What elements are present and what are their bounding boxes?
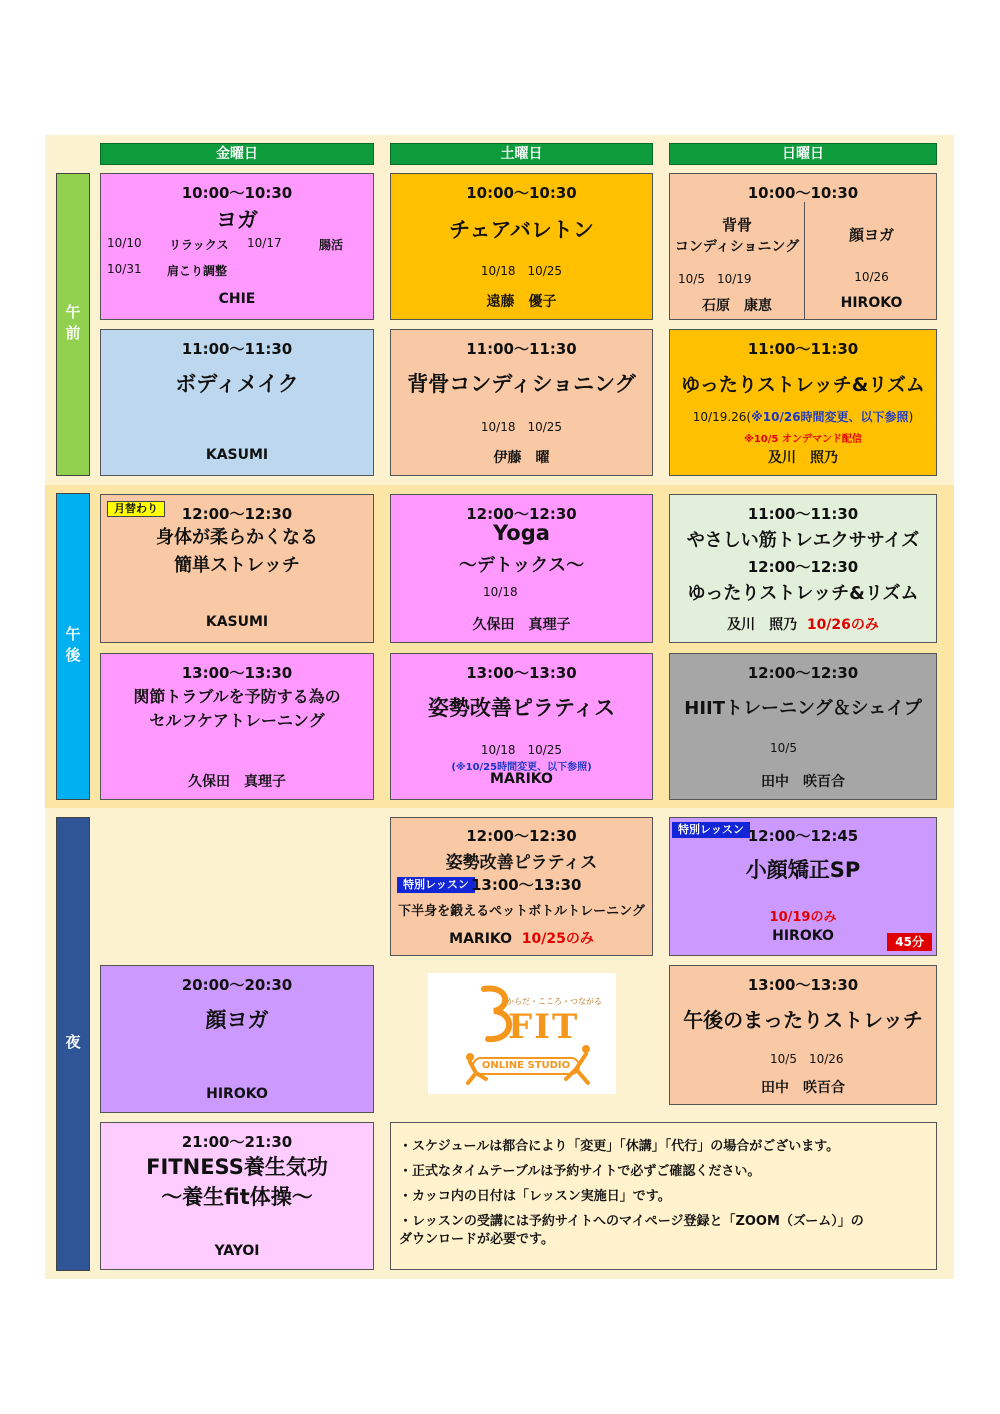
dates: [670, 408, 936, 425]
instructor: 及川 照乃: [768, 450, 838, 466]
instructor: KASUMI: [205, 614, 269, 630]
time-change-note: (※10/25時間変更、以下参照): [451, 762, 592, 773]
right-dates: 10/26: [854, 270, 889, 284]
note-line: ダウンロードが必要です。: [399, 1232, 554, 1247]
dates: 10/18 10/25: [480, 264, 563, 278]
lesson-sun-stretch-rhythm[interactable]: [669, 329, 937, 476]
lesson-time: 12:00～12:30: [181, 505, 293, 523]
dates-close: ): [908, 410, 914, 424]
right-lesson: [805, 174, 938, 321]
dates: 10/18 10/25: [480, 420, 563, 434]
lesson-sun-relax-stretch[interactable]: [669, 965, 937, 1105]
lesson-fri-selfcare[interactable]: [100, 653, 374, 800]
note-line: ・カッコ内の日付は「レッスン実施日」です。: [399, 1189, 671, 1204]
only-date: 10/25のみ: [521, 931, 594, 947]
lesson-title: 小顔矯正SP: [745, 858, 861, 882]
lesson-time: 12:00～12:30: [466, 827, 577, 845]
dates: 10/5: [770, 741, 797, 755]
lesson-title: ヨガ: [216, 208, 258, 232]
lesson-title: 関節トラブルを予防する為の: [133, 687, 341, 706]
date: 10/31: [107, 262, 142, 276]
lesson-time: 11:00～11:30: [747, 505, 859, 523]
lesson-sat-yoga-detox[interactable]: [390, 494, 653, 643]
lesson-sat-spine[interactable]: [390, 329, 653, 476]
instructor: MARIKO: [490, 771, 553, 787]
studio-logo: [428, 973, 616, 1094]
lesson-title: 下半身を鍛えるペットボトルトレーニング: [398, 904, 645, 919]
lesson-time: 10:00～10:30: [181, 184, 293, 202]
left-lesson: [670, 174, 804, 321]
lesson-title: ゆったりストレッチ&リズム: [687, 583, 919, 604]
instructor: 伊藤 曜: [493, 450, 550, 466]
lesson-time: 11:00～11:30: [181, 340, 293, 358]
lesson-time: 10:00～10:30: [747, 184, 859, 202]
note-line: ・正式なタイムテーブルは予約サイトで必ずご確認ください。: [399, 1164, 761, 1179]
lesson-title: 姿勢改善ピラティス: [427, 696, 616, 720]
special-lesson-badge: 特別レッスン: [397, 877, 475, 893]
instructor: YAYOI: [214, 1243, 260, 1259]
instructor: HIROKO: [772, 928, 834, 944]
lesson-title: ボディメイク: [175, 372, 299, 396]
lesson-title: 姿勢改善ピラティス: [445, 853, 598, 873]
instructor: CHIE: [218, 291, 256, 307]
lesson-fri-yoga[interactable]: [100, 173, 374, 320]
lesson-title: ゆったりストレッチ&リズム: [681, 374, 925, 396]
lesson-sun-face-sp[interactable]: [669, 817, 937, 956]
instructor: 久保田 真理子: [188, 774, 286, 790]
lesson-title: 背骨コンディショニング: [407, 372, 636, 396]
lesson-fri-body-make[interactable]: [100, 329, 374, 476]
dates: 10/18 10/25: [480, 743, 563, 757]
dates: 10/18: [483, 585, 518, 599]
lesson-title: チェアバレトン: [449, 218, 594, 242]
lesson-time: 12:00～12:30: [747, 664, 859, 682]
lesson-sat-pilates[interactable]: [390, 653, 653, 800]
header-saturday: 土曜日: [390, 143, 653, 165]
monthly-badge: 月替わり: [107, 501, 165, 517]
lesson-title: Yoga: [493, 521, 550, 545]
notes-box: [390, 1122, 937, 1270]
theme: 肩こり調整: [167, 264, 228, 278]
time-change-note: ※10/26時間変更、以下参照: [751, 410, 909, 424]
lesson-time: 12:00～12:45: [747, 827, 859, 845]
only-date: 10/26のみ: [806, 617, 879, 633]
duration-badge: 45分: [887, 933, 932, 951]
left-dates: 10/5 10/19: [678, 272, 752, 286]
theme: 腸活: [319, 238, 344, 252]
logo-brand: FIT: [508, 1007, 580, 1047]
left-title: コンディショニング: [674, 239, 800, 255]
lesson-time: 20:00～20:30: [181, 976, 293, 994]
instructor: KASUMI: [205, 447, 269, 463]
lesson-sat-night[interactable]: [390, 817, 653, 956]
instructor: 久保田 真理子: [472, 617, 571, 633]
lesson-sat-chair-barre[interactable]: [390, 173, 653, 320]
on-demand-note: ※10/5 オンデマンド配信: [744, 434, 862, 445]
lesson-sun-hiit[interactable]: [669, 653, 937, 800]
lesson-time: 13:00～13:30: [471, 876, 582, 894]
lesson-fri-qigong[interactable]: [100, 1122, 374, 1270]
lesson-title: セルフケアトレーニング: [149, 711, 325, 730]
instructor: HIROKO: [206, 1086, 268, 1102]
lesson-title: やさしい筋トレエクササイズ: [686, 530, 920, 551]
lesson-title: ～養生fit体操～: [161, 1185, 313, 1209]
lesson-time: 21:00～21:30: [181, 1133, 293, 1151]
lesson-time: 12:00～12:30: [747, 558, 859, 576]
instructor: MARIKO: [449, 931, 513, 947]
lesson-title: 身体が柔らかくなる: [156, 527, 318, 548]
date: 10/17: [247, 236, 282, 250]
theme: リラックス: [169, 238, 229, 252]
lesson-time: 11:00～11:30: [466, 340, 577, 358]
instructor: 田中 咲百合: [761, 774, 845, 790]
dates: 10/5 10/26: [770, 1052, 844, 1066]
lesson-time: 13:00～13:30: [747, 976, 859, 994]
left-instructor: 石原 康恵: [702, 298, 772, 314]
lesson-title: ～デトックス～: [458, 555, 585, 576]
lesson-title: 顔ヨガ: [205, 1008, 269, 1032]
only-date: 10/19のみ: [769, 910, 837, 925]
section-night: 夜: [56, 817, 90, 1271]
section-morning: 午前: [56, 173, 90, 476]
lesson-title: 午後のまったりストレッチ: [683, 1008, 923, 1032]
special-lesson-badge: 特別レッスン: [672, 822, 750, 838]
lesson-title: FITNESS養生気功: [146, 1155, 328, 1179]
lesson-sun-split[interactable]: [669, 173, 937, 320]
lesson-time: 10:00～10:30: [466, 184, 577, 202]
right-instructor: HIROKO: [840, 295, 903, 311]
left-title: 背骨: [721, 216, 752, 234]
logo-studio-label: ONLINE STUDIO: [472, 1057, 580, 1075]
lesson-fri-face-yoga[interactable]: [100, 965, 374, 1113]
section-afternoon: 午後: [56, 493, 90, 800]
note-line: ・スケジュールは都合により「変更」「休講」「代行」の場合がございます。: [399, 1139, 840, 1154]
header-sunday: 日曜日: [669, 143, 937, 165]
lesson-time: 12:00～12:30: [466, 505, 577, 523]
lesson-fri-easy-stretch[interactable]: [100, 494, 374, 643]
instructor-line: [391, 928, 652, 948]
note-line: ・レッスンの受講には予約サイトへのマイページ登録と「ZOOM（ズーム）」の: [399, 1214, 864, 1229]
lesson-time: 13:00～13:30: [181, 664, 293, 682]
lesson-time: 13:00～13:30: [466, 664, 577, 682]
header-friday: 金曜日: [100, 143, 374, 165]
instructor: 遠藤 優子: [486, 294, 557, 310]
date: 10/10: [107, 236, 142, 250]
dates-text: 10/19.26(: [692, 410, 752, 424]
instructor-line: [670, 614, 936, 634]
right-title: 顔ヨガ: [848, 226, 894, 244]
lesson-sun-double[interactable]: [669, 494, 937, 643]
instructor: 及川 照乃: [727, 617, 798, 633]
logo-tagline: からだ・こころ・つながる: [506, 997, 602, 1006]
lesson-time: 11:00～11:30: [747, 340, 859, 358]
instructor: 田中 咲百合: [761, 1080, 845, 1096]
lesson-title: 簡単ストレッチ: [174, 555, 300, 576]
lesson-title: HIITトレーニング＆シェイプ: [684, 698, 922, 719]
